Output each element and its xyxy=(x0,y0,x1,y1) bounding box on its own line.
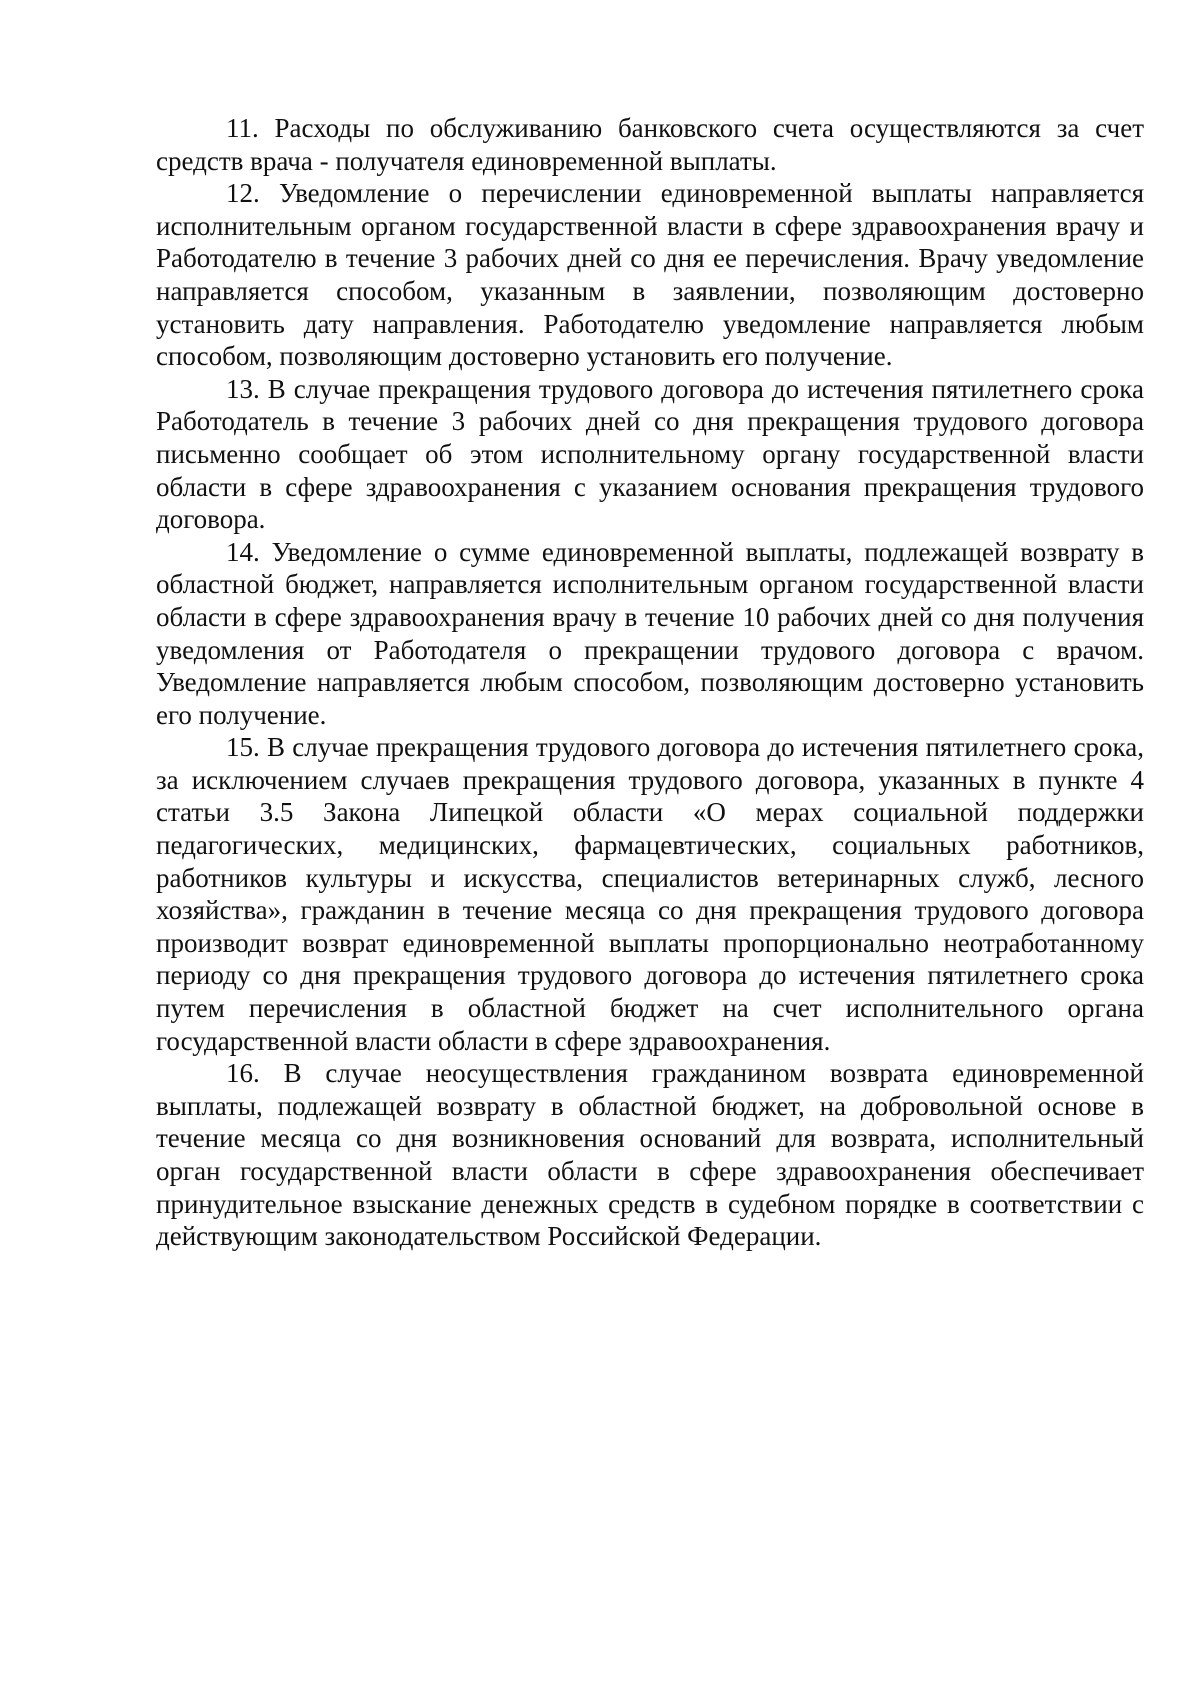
paragraph-12: 12. Уведомление о перечислении единовременной выплаты направляется исполнительным органом государственной власти в сфере здравоохранения врачу и Работодателю в течение 3 рабочих дней со дня ее перечисления. Врачу уведомление направляется способом, указанным в заявлении, позволяющим достоверно установить дату направления. Работодателю уведомление направляется любым способом, позволяющим достоверно установить его получение. xyxy=(156,178,1144,372)
document-page xyxy=(156,112,1144,1253)
paragraph-11: 11. Расходы по обслуживанию банковского счета осуществляются за счет средств врача - получателя единовременной выплаты. xyxy=(156,113,1144,176)
paragraph-14: 14. Уведомление о сумме единовременной выплаты, подлежащей возврату в областной бюджет, направляется исполнительным органом государственной власти области в сфере здравоохранения врачу в течение 10 рабочих дней со дня получения уведомления от Работодателя о прекращении трудового договора с врачом. Уведомление направляется любым способом, позволяющим достоверно установить его получение. xyxy=(156,536,1144,730)
paragraph-16: 16. В случае неосуществления гражданином возврата единовременной выплаты, подлежащей возврату в областной бюджет, на добровольной основе в течение месяца со дня возникновения оснований для возврата, исполнительный орган государственной власти области в сфере здравоохранения обеспечивает принудительное взыскание денежных средств в судебном порядке в соответствии с действующим законодательством Российской Федерации. xyxy=(156,1058,1144,1252)
paragraph-13: 13. В случае прекращения трудового договора до истечения пятилетнего срока Работодатель в течение 3 рабочих дней со дня прекращения трудового договора письменно сообщает об этом исполнительному органу государственной власти области в сфере здравоохранения с указанием основания прекращения трудового договора. xyxy=(156,373,1144,535)
paragraph-15: 15. В случае прекращения трудового договора до истечения пятилетнего срока, за исключением случаев прекращения трудового договора, указанных в пункте 4 статьи 3.5 Закона Липецкой области «О мерах социальной поддержки педагогических, медицинских, фармацевтических, социальных работников, работников культуры и искусства, специалистов ветеринарных служб, лесного хозяйства», гражданин в течение месяца со дня прекращения трудового договора производит возврат единовременной выплаты пропорционально неотработанному периоду со дня прекращения трудового договора до истечения пятилетнего срока путем перечисления в областной бюджет на счет исполнительного органа государственной власти области в сфере здравоохранения. xyxy=(156,732,1144,1056)
